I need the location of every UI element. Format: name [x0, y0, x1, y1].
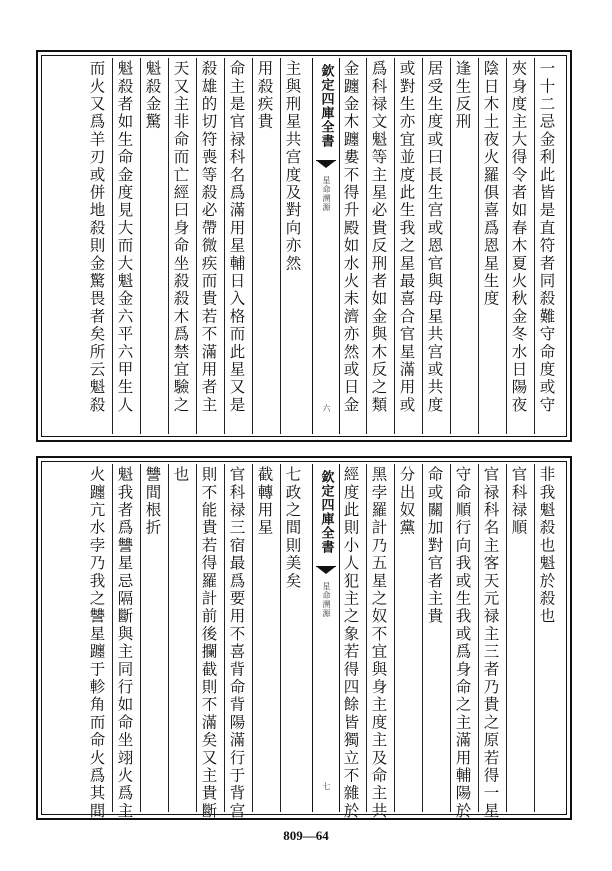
text-column: 命或關加對官者主貴: [425, 466, 444, 626]
column-rule: [196, 58, 197, 434]
section-heading: 分出奴黨: [397, 466, 416, 537]
column-rule: [168, 58, 169, 434]
section-heading: 魁殺金驚: [143, 60, 162, 131]
column-rule: [506, 58, 507, 434]
section-heading: 截轉用星: [255, 466, 274, 537]
page-number: 809—64: [283, 828, 329, 843]
column-rule: [112, 58, 113, 434]
text-column: 官科禄三宿最爲要用不喜背命背陽滿行于背宫: [227, 466, 246, 820]
text-column: 主與刑星共宫度及對向亦然: [283, 60, 302, 273]
text-column: 殺雄的切符喪等殺必帶微疾而貴若不滿用者主: [199, 60, 218, 414]
column-rule: [394, 58, 395, 434]
column-rule: [140, 464, 141, 812]
column-rule: [280, 58, 281, 434]
column-rule: [534, 464, 535, 812]
column-rule: [280, 464, 281, 812]
text-column: 夾身度主大得令者如春木夏火秋金冬水日陽夜: [509, 60, 528, 414]
column-rule: [140, 58, 141, 434]
column-rule: [506, 464, 507, 812]
column-rule: [450, 464, 451, 812]
text-column: 或對生亦宜並度此生我之星最喜合官星滿用或: [397, 60, 416, 414]
section-heading: 用殺疾貴: [255, 60, 274, 131]
fish-tail-mark: [316, 566, 336, 577]
text-column: 爲科禄文魁等主星必貴反刑者如金與木反之類: [369, 60, 388, 414]
column-rule: [422, 464, 423, 812]
text-column: 火躔亢水孛乃我之讐星躔于軫角而命火爲其間: [87, 466, 106, 820]
section-heading: 讐間根折: [143, 466, 162, 537]
text-column: 也: [171, 466, 190, 484]
bottom-panel: [36, 456, 572, 820]
text-column: 七政之間則美矣: [283, 466, 302, 590]
text-column: 命主是官禄科名爲滿用星輔日入格而此星又是: [227, 60, 246, 414]
column-rule: [252, 464, 253, 812]
text-column: 魁殺者如生命金度見大而大魁金六平六甲生人: [115, 60, 134, 414]
band-subtitle: 星命溯源: [322, 582, 331, 618]
text-column: 天又主非命而亡經曰身命坐殺殺木爲禁宜驗之: [171, 60, 190, 414]
column-rule: [224, 58, 225, 434]
leaf-number: 六: [322, 404, 331, 412]
band-title: 欽定四庫全書: [318, 470, 334, 554]
column-rule: [478, 464, 479, 812]
fish-tail-mark: [316, 160, 336, 171]
center-band: [312, 58, 340, 434]
column-rule: [366, 58, 367, 434]
column-rule: [196, 464, 197, 812]
section-heading: 逢生反刑: [453, 60, 472, 131]
text-column: 則不能貴若得羅計前後攔截則不滿矣又主貴斷: [199, 466, 218, 820]
band-subtitle: 星命溯源: [322, 176, 331, 212]
text-column: 金躔金木躔婁不得升殿如水火未濟亦然或日金: [341, 60, 360, 414]
text-column: 黑孛羅計乃五星之奴不宜與身主度主及命主共: [369, 466, 388, 820]
text-column: 守命順行向我或生我或爲身命之主滿用輔陽於: [453, 466, 472, 820]
column-rule: [224, 464, 225, 812]
column-rule: [534, 58, 535, 434]
text-column: 居受生度或曰長生宫或恩官與母星共宫或共度: [425, 60, 444, 414]
column-rule: [478, 58, 479, 434]
section-heading: 官科禄順: [509, 466, 528, 537]
text-column: 一十二忌金利此皆是直符者同殺難守命度或守: [537, 60, 556, 414]
column-rule: [450, 58, 451, 434]
text-column: 魁我者爲讐星忌隔斷與主同行如命坐翊火爲主: [115, 466, 134, 820]
column-rule: [394, 464, 395, 812]
text-column: 而火又爲羊刃或併地殺則金驚畏者矣所云魁殺: [87, 60, 106, 414]
column-rule: [366, 464, 367, 812]
column-rule: [168, 464, 169, 812]
band-title: 欽定四庫全書: [318, 64, 334, 148]
text-column: 官禄科名主客天元禄主三者乃貴之原若得一星: [481, 466, 500, 820]
text-column: 陰日木土夜火羅俱喜爲恩星生度: [481, 60, 500, 308]
text-column: 非我魁殺也魁於殺也: [537, 466, 556, 626]
column-rule: [252, 58, 253, 434]
column-rule: [422, 58, 423, 434]
text-column: 經度此則小人犯主之象若得四餘皆獨立不雜於: [341, 466, 360, 820]
leaf-number: 七: [322, 782, 331, 790]
center-band: [312, 464, 340, 812]
column-rule: [112, 464, 113, 812]
top-panel: [36, 50, 572, 442]
